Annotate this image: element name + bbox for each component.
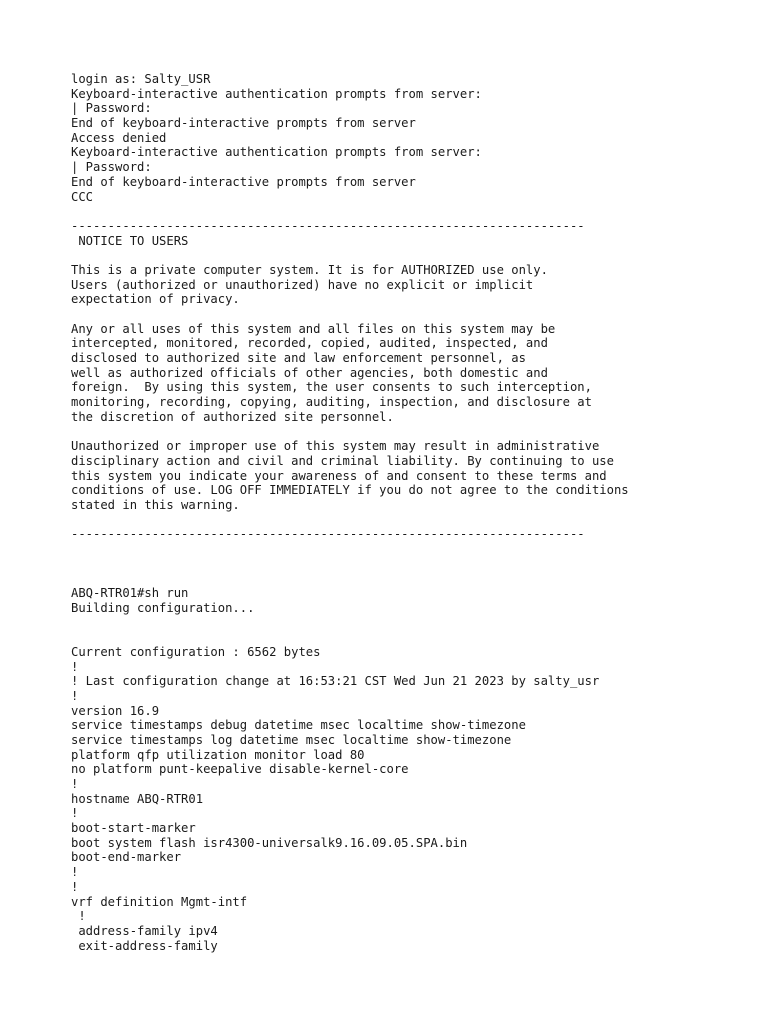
terminal-line: | Password: [71,101,152,116]
terminal-line: ! [71,909,86,924]
terminal-line [71,425,751,440]
terminal-line: exit-address-family [71,938,218,953]
terminal-line: well as authorized officials of other agencies, both domestic and [71,365,548,380]
terminal-line: ! [71,806,79,821]
terminal-line: stated in this warning. [71,497,240,512]
terminal-line: disclosed to authorized site and law enforcement personnel, as [71,351,526,366]
terminal-line: | Password: [71,160,152,175]
terminal-line: boot system flash isr4300-universalk9.16.09.05.SPA.bin [71,835,468,850]
terminal-line [71,557,751,572]
terminal-line [71,630,751,645]
terminal-line [71,307,751,322]
terminal-line: NOTICE TO USERS [71,233,189,248]
terminal-line: login as: Salty_USR [71,72,211,86]
terminal-line: service timestamps log datetime msec localtime show-timezone [71,732,512,747]
terminal-line: boot-end-marker [71,850,182,865]
terminal-line: ! [71,865,79,880]
terminal-line: foreign. By using this system, the user consents to such interception, [71,380,592,395]
terminal-line: Building configuration... [71,600,255,615]
terminal-line [71,204,751,219]
terminal-line: End of keyboard-interactive prompts from server [71,174,416,189]
terminal-line: Keyboard-interactive authentication prompts from server: [71,145,482,160]
terminal-line: hostname ABQ-RTR01 [71,791,204,806]
terminal-output [71,72,751,953]
terminal-line: service timestamps debug datetime msec localtime show-timezone [71,718,526,733]
terminal-line: Unauthorized or improper use of this system may result in administrative [71,439,600,454]
terminal-line: CCC [71,189,94,204]
terminal-line: ! Last configuration change at 16:53:21 CST Wed Jun 21 2023 by salty_usr [71,674,600,689]
terminal-line [71,513,751,528]
terminal-line: the discretion of authorized site personnel. [71,409,394,424]
terminal-line: ---------------------------------------------------------------------- [71,218,585,233]
terminal-line: ! [71,688,79,703]
terminal-line: End of keyboard-interactive prompts from server [71,116,416,131]
terminal-line: vrf definition Mgmt-intf [71,894,248,909]
terminal-line: Users (authorized or unauthorized) have no explicit or implicit [71,277,534,292]
terminal-line: Keyboard-interactive authentication prompts from server: [71,86,482,101]
terminal-line: disciplinary action and civil and criminal liability. By continuing to use [71,453,614,468]
terminal-line: expectation of privacy. [71,292,240,307]
terminal-line [71,615,751,630]
terminal-line: version 16.9 [71,703,160,718]
terminal-line: ---------------------------------------------------------------------- [71,527,585,542]
terminal-line: ABQ-RTR01#sh run [71,586,189,601]
terminal-line: ! [71,879,79,894]
terminal-line: platform qfp utilization monitor load 80 [71,747,365,762]
terminal-line: Current configuration : 6562 bytes [71,644,321,659]
terminal-line: address-family ipv4 [71,923,218,938]
terminal-line: Access denied [71,130,167,145]
terminal-line: ! [71,659,79,674]
terminal-line: boot-start-marker [71,821,196,836]
terminal-line [71,542,751,557]
terminal-line: Any or all uses of this system and all files on this system may be [71,321,556,336]
terminal-line: intercepted, monitored, recorded, copied, audited, inspected, and [71,336,548,351]
terminal-line [71,248,751,263]
terminal-line: This is a private computer system. It is for AUTHORIZED use only. [71,262,548,277]
terminal-line: no platform punt-keepalive disable-kernel-core [71,762,409,777]
terminal-line: ! [71,777,79,791]
terminal-line: conditions of use. LOG OFF IMMEDIATELY if you do not agree to the conditions [71,483,629,498]
terminal-line: monitoring, recording, copying, auditing, inspection, and disclosure at [71,395,592,410]
terminal-line: this system you indicate your awareness of and consent to these terms and [71,468,607,483]
terminal-line [71,571,751,586]
